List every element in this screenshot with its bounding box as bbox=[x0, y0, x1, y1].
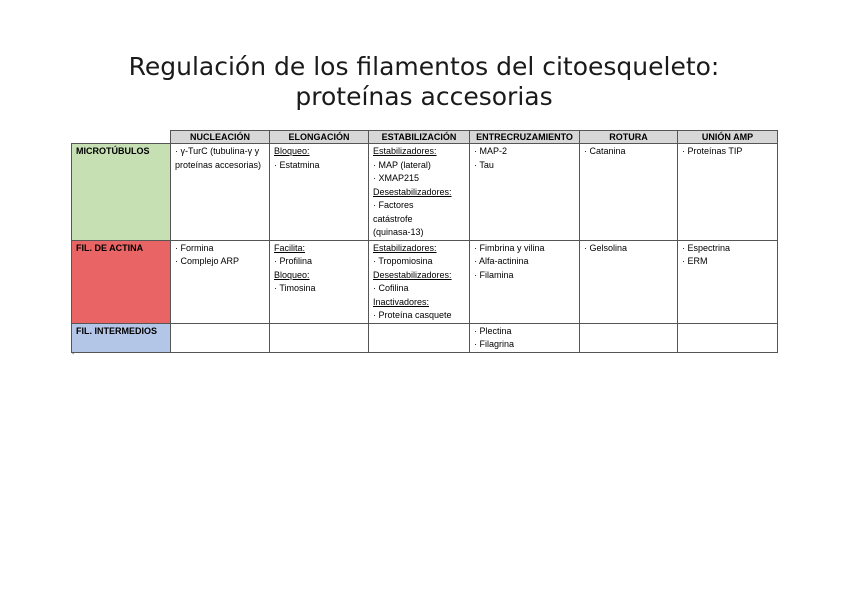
cell-micro-estabilizacion bbox=[369, 144, 470, 241]
cell-item: · Filagrina bbox=[474, 339, 515, 349]
cell-actina-union-amp bbox=[678, 240, 778, 323]
cell-item: · Factores catástrofe (quinasa-13) bbox=[373, 200, 424, 237]
cell-subheading: Desestabilizadores: bbox=[373, 269, 452, 280]
page-title-line-1: Regulación de los filamentos del citoesqueleto: bbox=[128, 52, 720, 81]
cell-item: · MAP (lateral) bbox=[373, 159, 431, 170]
cell-item: · Plectina bbox=[474, 325, 512, 336]
cell-item: · MAP-2 bbox=[474, 146, 508, 156]
cell-item: · Catanina bbox=[584, 146, 626, 156]
cell-micro-rotura bbox=[580, 144, 678, 241]
table-row-microtubulos bbox=[72, 144, 778, 241]
cell-item: · γ-TurC (tubulina-γ y proteínas accesorias) bbox=[175, 146, 262, 170]
cell-inter-union-amp bbox=[678, 323, 778, 352]
cell-micro-elongacion bbox=[270, 144, 369, 241]
cell-item: · Estatmina bbox=[274, 159, 320, 170]
cell-item: · Timosina bbox=[274, 283, 316, 293]
proteins-table bbox=[71, 130, 778, 353]
cell-inter-estabilizacion bbox=[369, 323, 470, 352]
row-header-microtubulos: MICROTÚBULOS bbox=[72, 144, 171, 241]
header-row bbox=[72, 131, 778, 144]
table-row-intermedios bbox=[72, 323, 778, 352]
cell-micro-entrecruzamiento bbox=[470, 144, 580, 241]
cell-item: · Espectrina bbox=[682, 242, 731, 253]
cell-micro-union-amp bbox=[678, 144, 778, 241]
cell-item: · Filamina bbox=[474, 269, 514, 280]
cell-item: · Formina bbox=[175, 242, 214, 253]
cell-actina-elongacion bbox=[270, 240, 369, 323]
col-header-union-amp: UNIÓN AMP bbox=[678, 131, 778, 144]
cell-actina-rotura bbox=[580, 240, 678, 323]
cell-item: · Cofilina bbox=[373, 283, 409, 293]
cell-subheading: Estabilizadores: bbox=[373, 146, 437, 156]
cell-inter-elongacion bbox=[270, 323, 369, 352]
cell-item: · Gelsolina bbox=[584, 242, 628, 253]
cell-actina-entrecruzamiento bbox=[470, 240, 580, 323]
cell-actina-nucleacion bbox=[171, 240, 270, 323]
cell-inter-entrecruzamiento bbox=[470, 323, 580, 352]
row-header-intermedios: FIL. INTERMEDIOS bbox=[72, 323, 171, 352]
col-header-nucleacion: NUCLEACIÓN bbox=[171, 131, 270, 144]
cell-item: · Tau bbox=[474, 159, 494, 170]
cell-item: · Proteínas TIP bbox=[682, 146, 743, 156]
cell-item: · ERM bbox=[682, 256, 708, 266]
cell-inter-nucleacion bbox=[171, 323, 270, 352]
cell-item: · Complejo ARP bbox=[175, 256, 240, 266]
row-header-actina: FIL. DE ACTINA bbox=[72, 240, 171, 323]
cell-micro-nucleacion bbox=[171, 144, 270, 241]
cell-item: · Alfa-actinina bbox=[474, 256, 529, 266]
col-header-estabilizacion: ESTABILIZACIÓN bbox=[369, 131, 470, 144]
cell-subheading: Inactivadores: bbox=[373, 296, 430, 307]
cell-item: · Proteína casquete bbox=[373, 310, 452, 320]
header-corner bbox=[72, 131, 171, 144]
cell-item: · XMAP215 bbox=[373, 173, 420, 183]
cell-item: · Tropomiosina bbox=[373, 256, 433, 266]
cell-subheading: Bloqueo: bbox=[274, 269, 310, 280]
cell-subheading: Facilita: bbox=[274, 242, 306, 253]
col-header-entrecruzamiento: ENTRECRUZAMIENTO bbox=[470, 131, 580, 144]
cell-subheading: Bloqueo: bbox=[274, 146, 310, 156]
page-title-line-2: proteínas accesorias bbox=[295, 82, 553, 111]
cell-item: · Fimbrina y vilina bbox=[474, 242, 545, 253]
cell-item: · Profilina bbox=[274, 256, 313, 266]
cell-inter-rotura bbox=[580, 323, 678, 352]
cell-actina-estabilizacion bbox=[369, 240, 470, 323]
footnote-mark: - bbox=[72, 351, 75, 358]
col-header-rotura: ROTURA bbox=[580, 131, 678, 144]
cell-subheading: Estabilizadores: bbox=[373, 242, 437, 253]
page-title bbox=[0, 52, 848, 112]
cell-subheading: Desestabilizadores: bbox=[373, 186, 452, 197]
col-header-elongacion: ELONGACIÓN bbox=[270, 131, 369, 144]
table-row-actina bbox=[72, 240, 778, 323]
